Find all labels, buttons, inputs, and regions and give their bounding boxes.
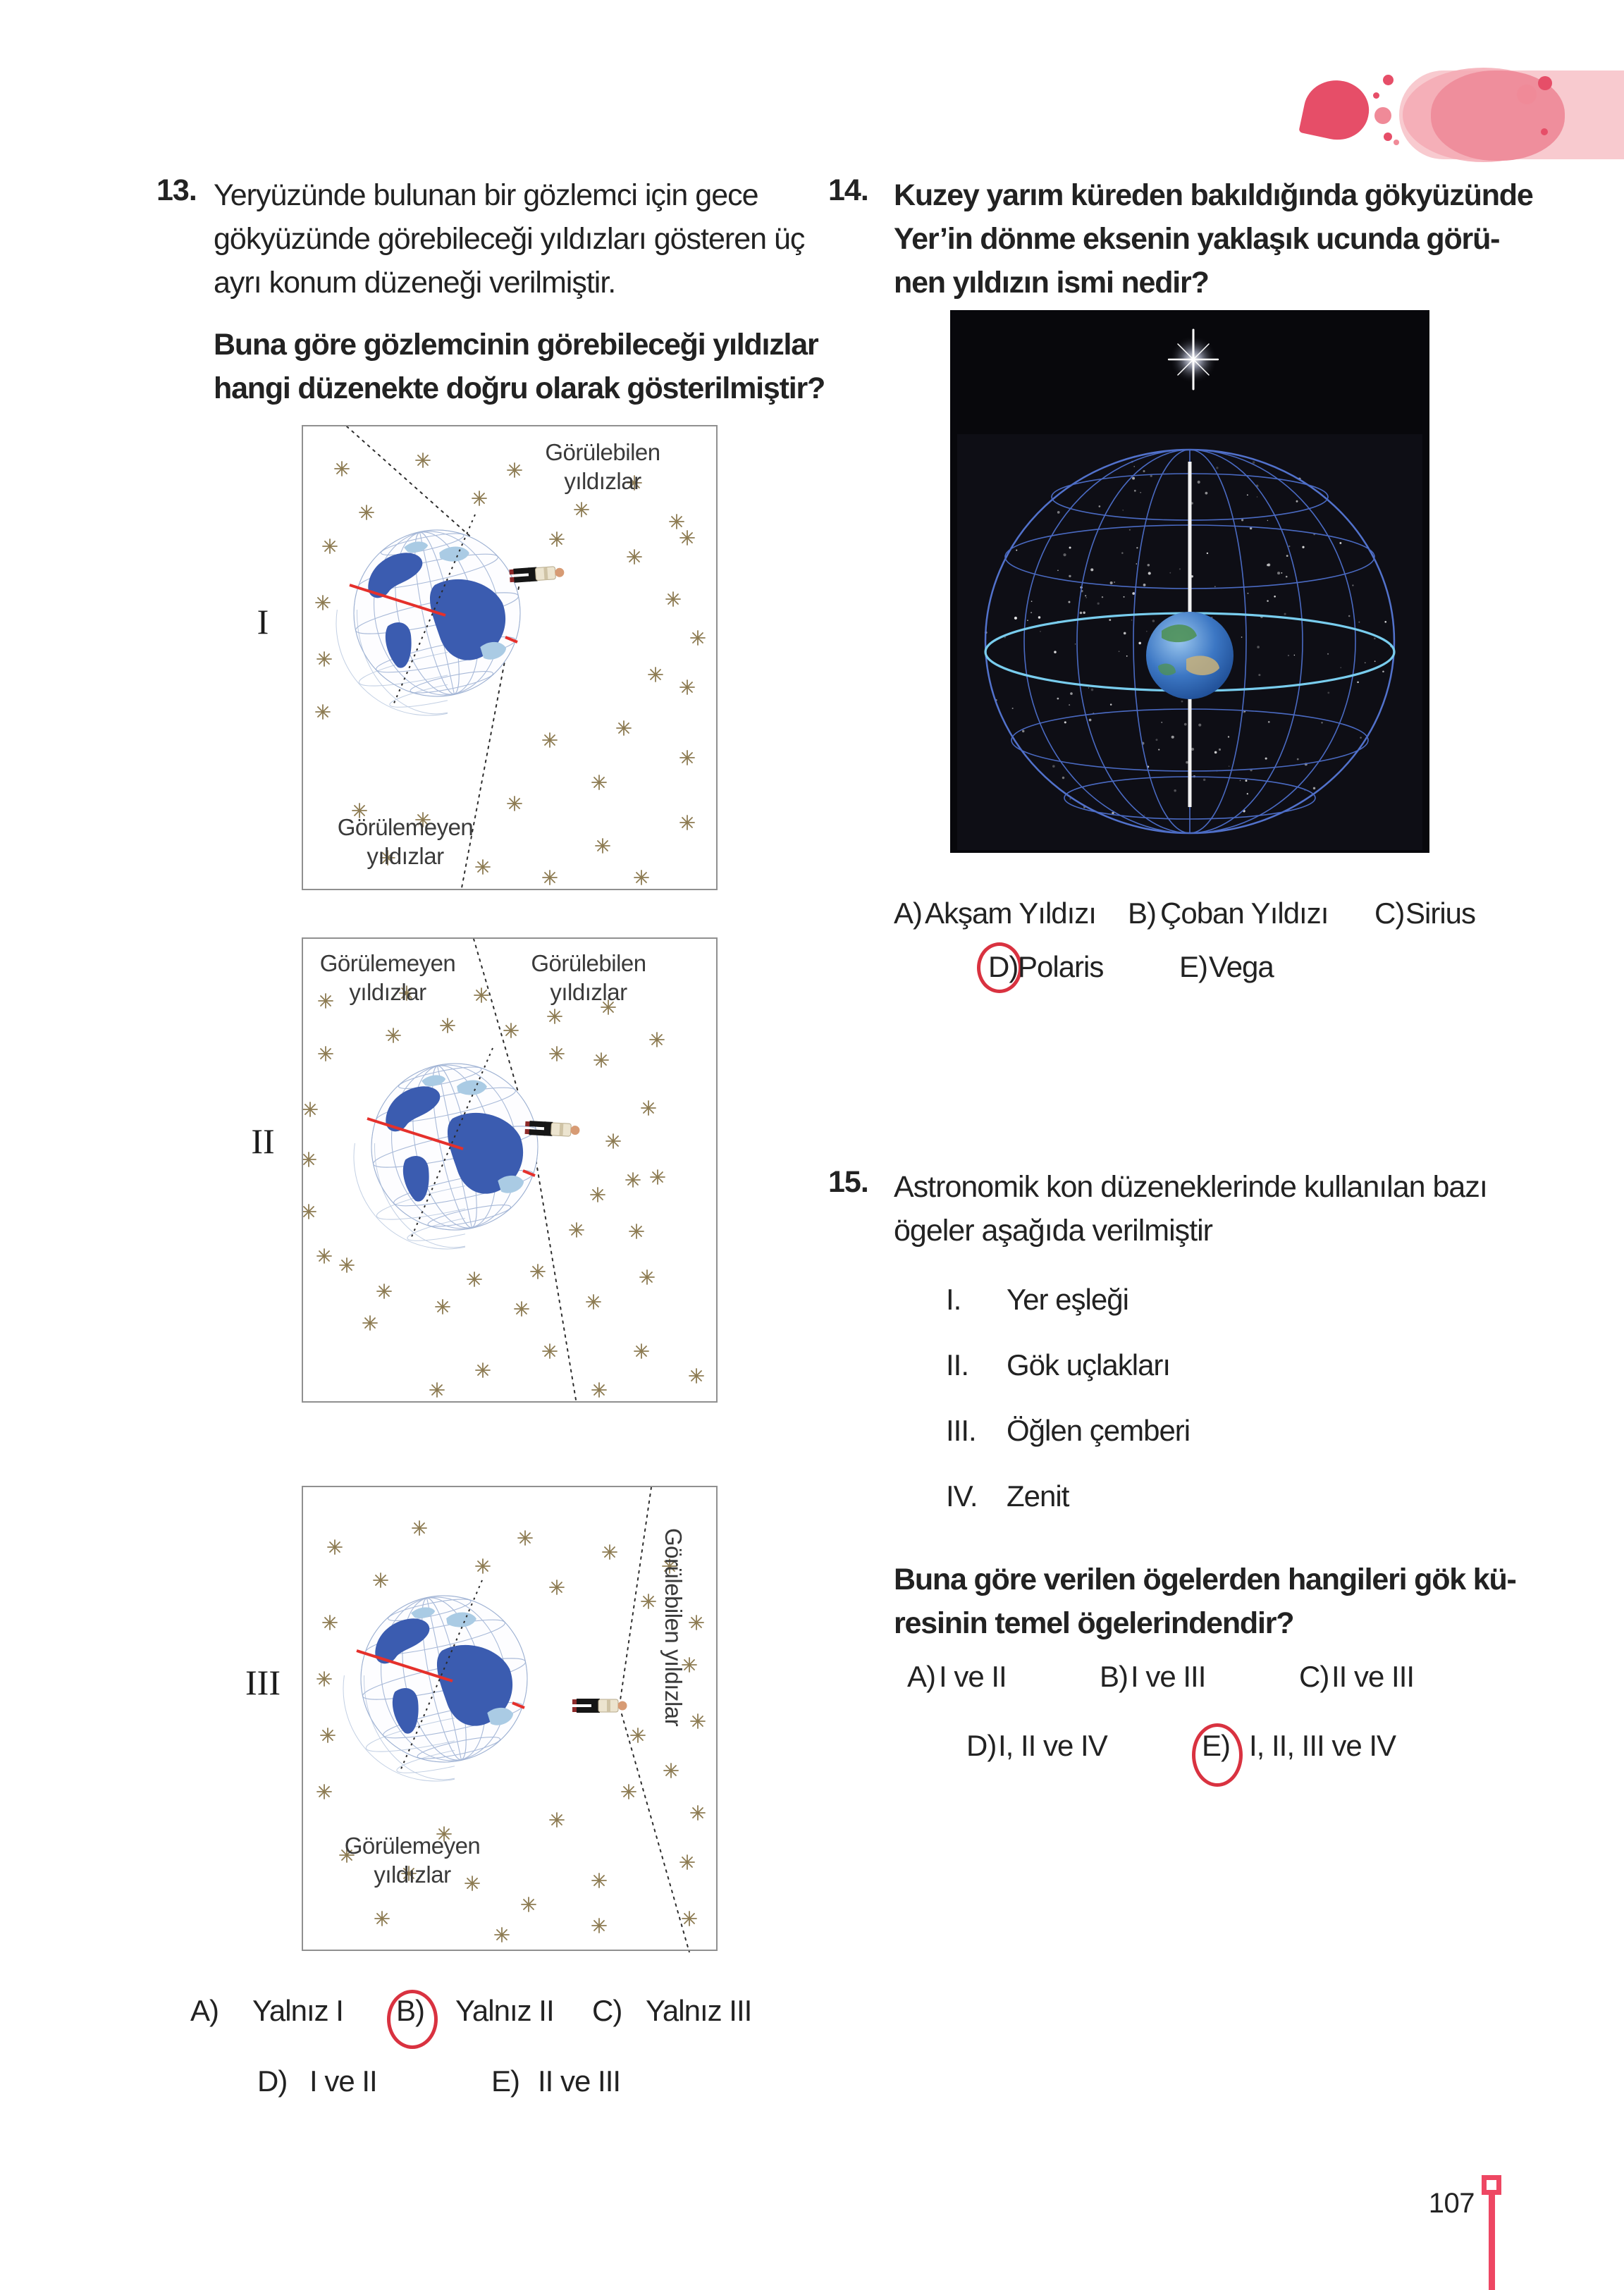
option-text: II ve III (538, 2064, 621, 2098)
option-letter: B) (1128, 897, 1156, 930)
list-item-text: Yer eşleği (1007, 1283, 1128, 1316)
option-letter: D) (966, 1729, 997, 1762)
option-letter: B) (1100, 1660, 1128, 1693)
option-text: Sirius (1405, 897, 1476, 930)
option-text: I ve II (309, 2064, 377, 2098)
list-item-numeral: IV. (946, 1479, 978, 1513)
diagram-2-numeral: II (251, 1121, 275, 1161)
question-14-bold-line: nen yıldızın ismi nedir? (894, 266, 1209, 300)
option-letter: C) (1299, 1660, 1329, 1693)
option-text: Yalnız I (252, 1994, 343, 2027)
question-13-text-line: gökyüzünde görebileceği yıldızları gösteren üç (214, 222, 805, 256)
earth-icon (1146, 612, 1234, 699)
observer-telescope-icon (509, 565, 565, 583)
option-letter: E) (491, 2064, 519, 2098)
option-text: Vega (1209, 950, 1274, 983)
header-teardrop-shape (1298, 74, 1374, 145)
question-15-text-line: ögeler aşağıda verilmiştir (894, 1214, 1212, 1248)
option-letter: B) (396, 1994, 424, 2027)
diagram-1-box (302, 425, 718, 890)
option-letter: D) (257, 2064, 288, 2098)
question-15-number: 15. (828, 1165, 868, 1199)
question-15-text-line: Astronomik kon düzeneklerinde kullanılan bazı (894, 1170, 1487, 1204)
header-dot (1538, 76, 1552, 90)
option-text: Yalnız II (455, 1994, 554, 2027)
option-text: Akşam Yıldızı (925, 897, 1096, 930)
page-marker-pin-icon (1482, 2175, 1501, 2195)
earth-globe-icon (337, 1047, 556, 1267)
question-13-text-line: ayrı konum düzeneği verilmiştir. (214, 266, 616, 300)
diagram-2-graphic (303, 939, 719, 1404)
header-dot (1384, 133, 1392, 141)
page-marker-line (1489, 2193, 1495, 2290)
option-text: II ve III (1331, 1660, 1415, 1693)
diagram-3-box (302, 1486, 718, 1951)
diagram-2-box (302, 937, 718, 1403)
diagram-1-numeral: I (257, 602, 269, 641)
visible-stars-label: Görülebilen yıldızlar (660, 1528, 687, 1727)
option-letter: C) (592, 1994, 622, 2027)
option-text: I, II ve IV (998, 1729, 1107, 1762)
option-text: I ve II (939, 1660, 1007, 1693)
question-13-bold-line: hangi düzenekte doğru olarak gösterilmiştir? (214, 371, 825, 405)
question-15-bold-line: resinin temel ögelerindendir? (894, 1606, 1294, 1640)
question-14-bold-line: Kuzey yarım küreden bakıldığında gökyüzünde (894, 178, 1533, 212)
option-letter: A) (190, 1994, 219, 2027)
option-text: Çoban Yıldızı (1160, 897, 1329, 930)
list-item-text: Zenit (1007, 1479, 1069, 1513)
header-dot (1374, 107, 1391, 124)
visible-stars-label: Görülebilen yıldızlar (545, 439, 660, 494)
earth-globe-icon (319, 514, 539, 733)
diagram-3-numeral: III (245, 1663, 281, 1702)
list-item-text: Öğlen çemberi (1007, 1414, 1191, 1447)
option-text: Yalnız III (646, 1994, 752, 2027)
option-letter: A) (907, 1660, 935, 1693)
option-text: Polaris (1018, 950, 1104, 983)
option-text: I, II, III ve IV (1249, 1729, 1396, 1762)
header-dot (1394, 140, 1399, 145)
question-14-bold-line: Yer’in dönme eksenin yaklaşık ucunda görü- (894, 222, 1500, 256)
header-dot (1373, 92, 1379, 99)
header-dot (1541, 128, 1548, 135)
list-item-numeral: I. (946, 1283, 961, 1316)
option-letter: E) (1202, 1729, 1230, 1762)
option-letter: E) (1179, 950, 1207, 983)
option-letter: C) (1374, 897, 1405, 930)
list-item-numeral: III. (946, 1414, 976, 1447)
list-item-text: Gök uçlakları (1007, 1348, 1171, 1381)
visible-stars-label: Görülebilen yıldızlar (531, 950, 646, 1005)
list-item-numeral: II. (946, 1348, 969, 1381)
question-13-bold-line: Buna göre gözlemcinin görebileceği yıldızlar (214, 328, 818, 362)
question-13-text-line: Yeryüzünde bulunan bir gözlemci için gece (214, 178, 758, 212)
option-letter: D) (988, 950, 1019, 983)
page-number: 107 (1428, 2188, 1475, 2219)
invisible-stars-label: Görülemeyen yıldızlar (344, 1833, 481, 1888)
option-text: I ve III (1131, 1660, 1206, 1693)
option-letter: A) (894, 897, 922, 930)
earth-globe-icon (326, 1580, 546, 1799)
invisible-stars-label: Görülemeyen yıldızlar (337, 814, 474, 869)
header-dot (1517, 85, 1537, 104)
question-15-bold-line: Buna göre verilen ögelerden hangileri gök kü- (894, 1563, 1516, 1596)
header-dot (1383, 75, 1394, 85)
observer-telescope-icon (572, 1699, 627, 1713)
question-14-number: 14. (828, 173, 868, 207)
question-13-number: 13. (156, 173, 197, 207)
celestial-sphere-image (950, 310, 1429, 853)
invisible-stars-label: Görülemeyen yıldızlar (319, 950, 456, 1005)
